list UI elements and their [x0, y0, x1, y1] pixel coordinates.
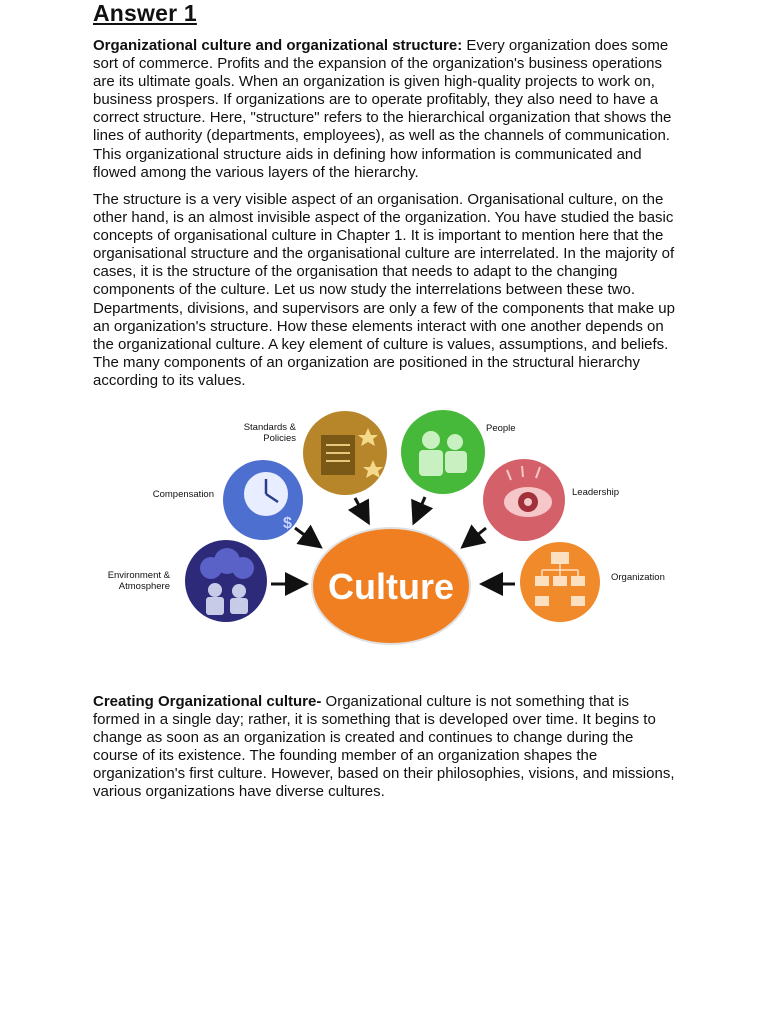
arrow-people — [415, 497, 425, 520]
paragraph-lead: Organizational culture and organizational structure: — [93, 37, 463, 54]
organization-label: Organization — [611, 572, 665, 583]
compensation-node — [153, 460, 303, 540]
paragraph-culture-visibility: The structure is a very visible aspect of an organisation. Organisational culture, on the other hand, is an almost invisible aspect of the organization. You have studied the basic concepts of organisational culture in Chapter 1. It is important to mention here that the organisational structure and the organisational culture are interrelated. In the majority of cases, it is the structure of the organisation that needs to adapt to the changing components of the culture. Let us now study the interrelations between these two. Departments, divisions, and supervisors are only a few of the components that make up an organization's structure. How these elements interact with one another depends on the organizational culture. A key element of culture is values, assumptions, and beliefs. The many components of an organization are positioned in the structural hierarchy according to its values. — [93, 191, 675, 389]
standards-label-line2: Policies — [263, 433, 296, 444]
paragraph-creating-culture — [93, 693, 678, 802]
people-label: People — [486, 423, 516, 434]
paragraph-body: Every organization does some sort of commerce. Profits and the expansion of the organization's business operations are its ultimate goals. When an organization is given high-quality projects to work on, business prospers. If organizations are to operate profitably, they also need to have a correct structure. Here, "structure" refers to the hierarchical organization that shows the lines of authority (departments, employees), as well as the channels of communication. This organizational structure aids in defining how information is communicated and flowed among the various layers of the hierarchy. — [93, 37, 672, 181]
culture-diagram — [93, 400, 678, 655]
arrow-compensation — [295, 528, 318, 545]
compensation-label: Compensation — [152, 489, 214, 500]
culture-center-label: Culture — [328, 566, 454, 607]
paragraph-structure — [93, 37, 678, 182]
page-title: Answer 1 — [93, 0, 197, 26]
environment-label-line2: Atmosphere — [118, 581, 170, 592]
leadership-label: Leadership — [572, 487, 620, 498]
paragraph-lead: Creating Organizational culture- — [93, 693, 322, 710]
arrow-leadership — [465, 528, 486, 545]
document-icon — [321, 435, 355, 475]
culture-diagram-svg — [93, 400, 678, 655]
leadership-node — [483, 459, 619, 541]
dollar-icon: $ — [283, 515, 292, 532]
culture-center — [312, 528, 470, 644]
environment-label-line1: Environment & — [107, 570, 170, 581]
paragraph-body: Organizational culture is not something that is formed in a single day; rather, it is something that is developed over time. It begins to change as soon as an organization is created and continues to change during the course of its existence. The founding member of an organization shapes the organization's first culture. However, based on their philosophies, visions, and missions, various organizations have diverse cultures. — [93, 693, 675, 801]
environment-node — [108, 540, 267, 622]
organization-node — [520, 542, 665, 622]
standards-label-line1: Standards & — [243, 422, 296, 433]
arrow-standards — [355, 498, 367, 520]
